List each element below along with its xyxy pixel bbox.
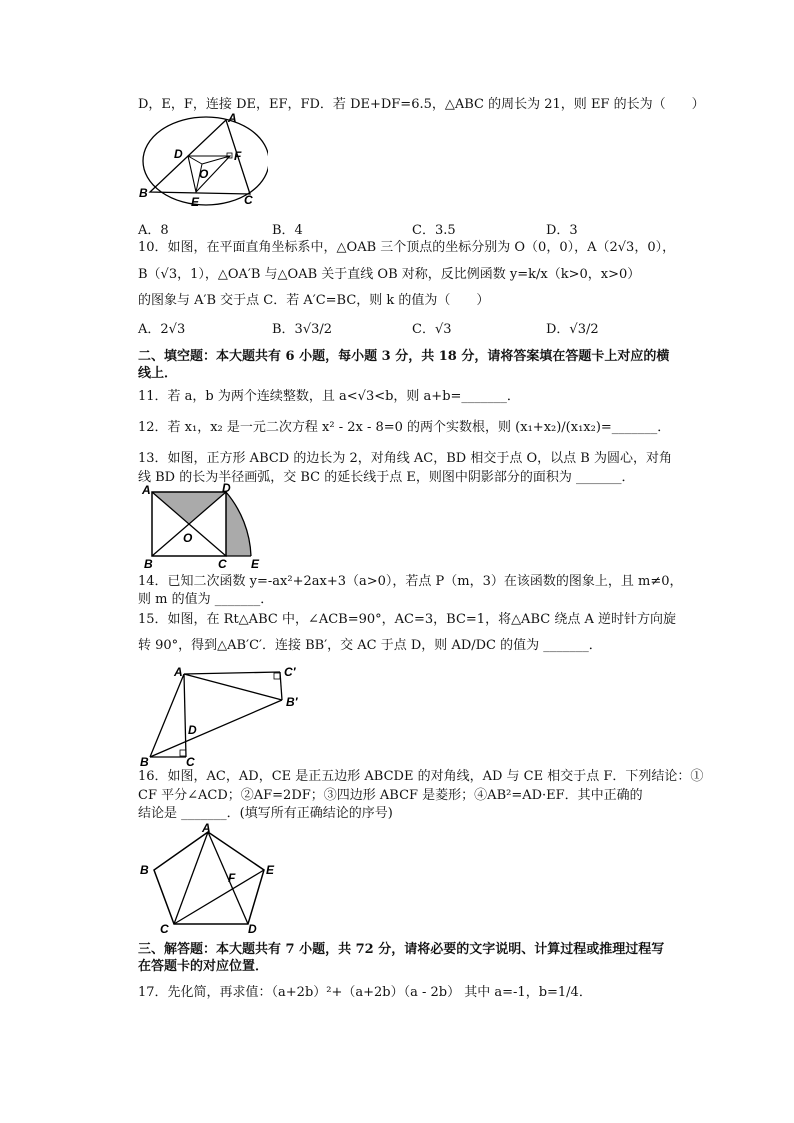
q15-line1: 15．如图，在 Rt△ABC 中，∠ACB=90°，AC=3，BC=1，将△ABC 绕点 A 逆时针方向旋 [138,612,676,627]
q16-figure [138,822,278,934]
q13-label-a: A [142,483,151,497]
q16-label-b: B [140,863,149,877]
q13-shaded-arc-region [226,492,251,556]
q13-figure [138,482,270,568]
q16-label-d: D [248,922,257,934]
q9-option-d: D．3 [546,223,578,238]
q9-triangle-def [188,156,230,192]
q12-text: 12．若 x₁，x₂ 是一元二次方程 x² - 2x - 8=0 的两个实数根，则 (x₁+x₂)/(x₁x₂)=_______． [138,420,671,435]
q13-line1: 13．如图，正方形 ABCD 的边长为 2，对角线 AC，BD 相交于点 O，以点 B 为圆心，对角 [138,451,672,466]
q17-text: 17．先化简，再求值：（a+2b）²+（a+2b）（a - 2b） 其中 a=-1，b=1/4． [138,985,592,1000]
q10-option-d: D．√3/2 [546,322,599,337]
q14-line1: 14．已知二次函数 y=-ax²+2ax+3（a>0），若点 P（m，3）在该函数的图象上，且 m≠0， [138,574,683,589]
q13-line2: 线 BD 的长为半径画弧，交 BC 的延长线于点 E，则图中阴影部分的面积为 _______． [138,470,635,485]
q15-label-a: A [174,665,183,679]
q9-stem: D，E，F，连接 DE，EF，FD．若 DE+DF=6.5，△ABC 的周长为 21，则 EF 的长为（ ） [138,97,705,112]
q13-shaded-region [152,492,226,523]
q15-side-ac [184,674,186,757]
q13-label-o: O [183,531,193,545]
q9-label-o: O [199,167,209,181]
q10-line2: B（√3，1），△OA′B 与△OAB 关于直线 OB 对称，反比例函数 y=k/x（k>0，x>0） [138,267,641,282]
section2-heading-line2: 线上． [138,366,178,381]
q9-label-e: E [191,195,200,209]
q11-text: 11．若 a，b 为两个连续整数，且 a<√3<b，则 a+b=_______． [138,389,520,404]
q15-label-d: D [188,723,197,737]
q9-label-a: A [228,112,237,125]
q10-line1: 10．如图，在平面直角坐标系中，△OAB 三个顶点的坐标分别为 O（0，0），A（2√3，0）， [138,240,676,255]
q16-pentagon-abcde [154,832,264,924]
section3-heading-line1: 三、解答题：本大题共有 7 小题，共 72 分，请将必要的文字说明、计算过程或推理过程写 [138,942,665,957]
q16-line3: 结论是 _______．(填写所有正确结论的序号) [138,806,393,821]
q15-label-c2: C′ [284,665,296,679]
q16-label-c: C [160,922,169,934]
q13-label-d: D [222,482,231,495]
q16-label-a: A [202,822,211,835]
q16-line1: 16．如图，AC，AD，CE 是正五边形 ABCDE 的对角线，AD 与 CE 相交于点 F．下列结论：① [138,769,704,784]
q16-label-f: F [228,871,236,885]
q15-label-b2: B′ [286,695,298,709]
q9-option-a: A．8 [138,223,169,238]
q9-label-b: B [139,186,148,200]
q10-line3: 的图象与 A′B 交于点 C．若 A′C=BC，则 k 的值为（ ） [138,293,490,308]
q13-label-c: C [218,557,227,568]
q15-label-c: C [186,755,195,768]
q16-label-e: E [266,863,275,877]
q15-right-angle-c2 [274,673,280,679]
section2-heading-line1: 二、填空题：本大题共有 6 小题，每小题 3 分，共 18 分，请将答案填在答题卡上对应的横 [138,349,670,364]
q9-line-od [188,156,202,164]
q9-option-c: C．3.5 [412,223,456,238]
q10-option-a: A．2√3 [138,322,186,337]
q15-side-ac2 [184,672,280,674]
q9-figure [138,112,268,210]
q15-figure [138,662,308,768]
q15-label-b: B [140,755,149,768]
q14-line2: 则 m 的值为 _______． [138,592,274,607]
q9-label-c: C [244,193,253,207]
q16-diagonal-ac [174,832,208,924]
q9-option-b: B．4 [272,223,303,238]
q10-option-b: B．3√3/2 [272,322,333,337]
q10-option-c: C．√3 [412,322,452,337]
q9-label-d: D [174,147,183,161]
q15-side-ab2 [184,674,282,700]
q15-line2: 转 90°，得到△AB′C′．连接 BB′，交 AC 于点 D，则 AD/DC 的值为 _______． [138,638,602,653]
q13-label-e: E [251,557,260,568]
q16-line2: CF 平分∠ACD；②AF=2DF；③四边形 ABCF 是菱形；④AB²=AD·EF．其中正确的 [138,788,643,803]
q9-label-f: F [234,149,242,163]
section3-heading-line2: 在答题卡的对应位置． [138,959,269,974]
q13-label-b: B [144,557,153,568]
